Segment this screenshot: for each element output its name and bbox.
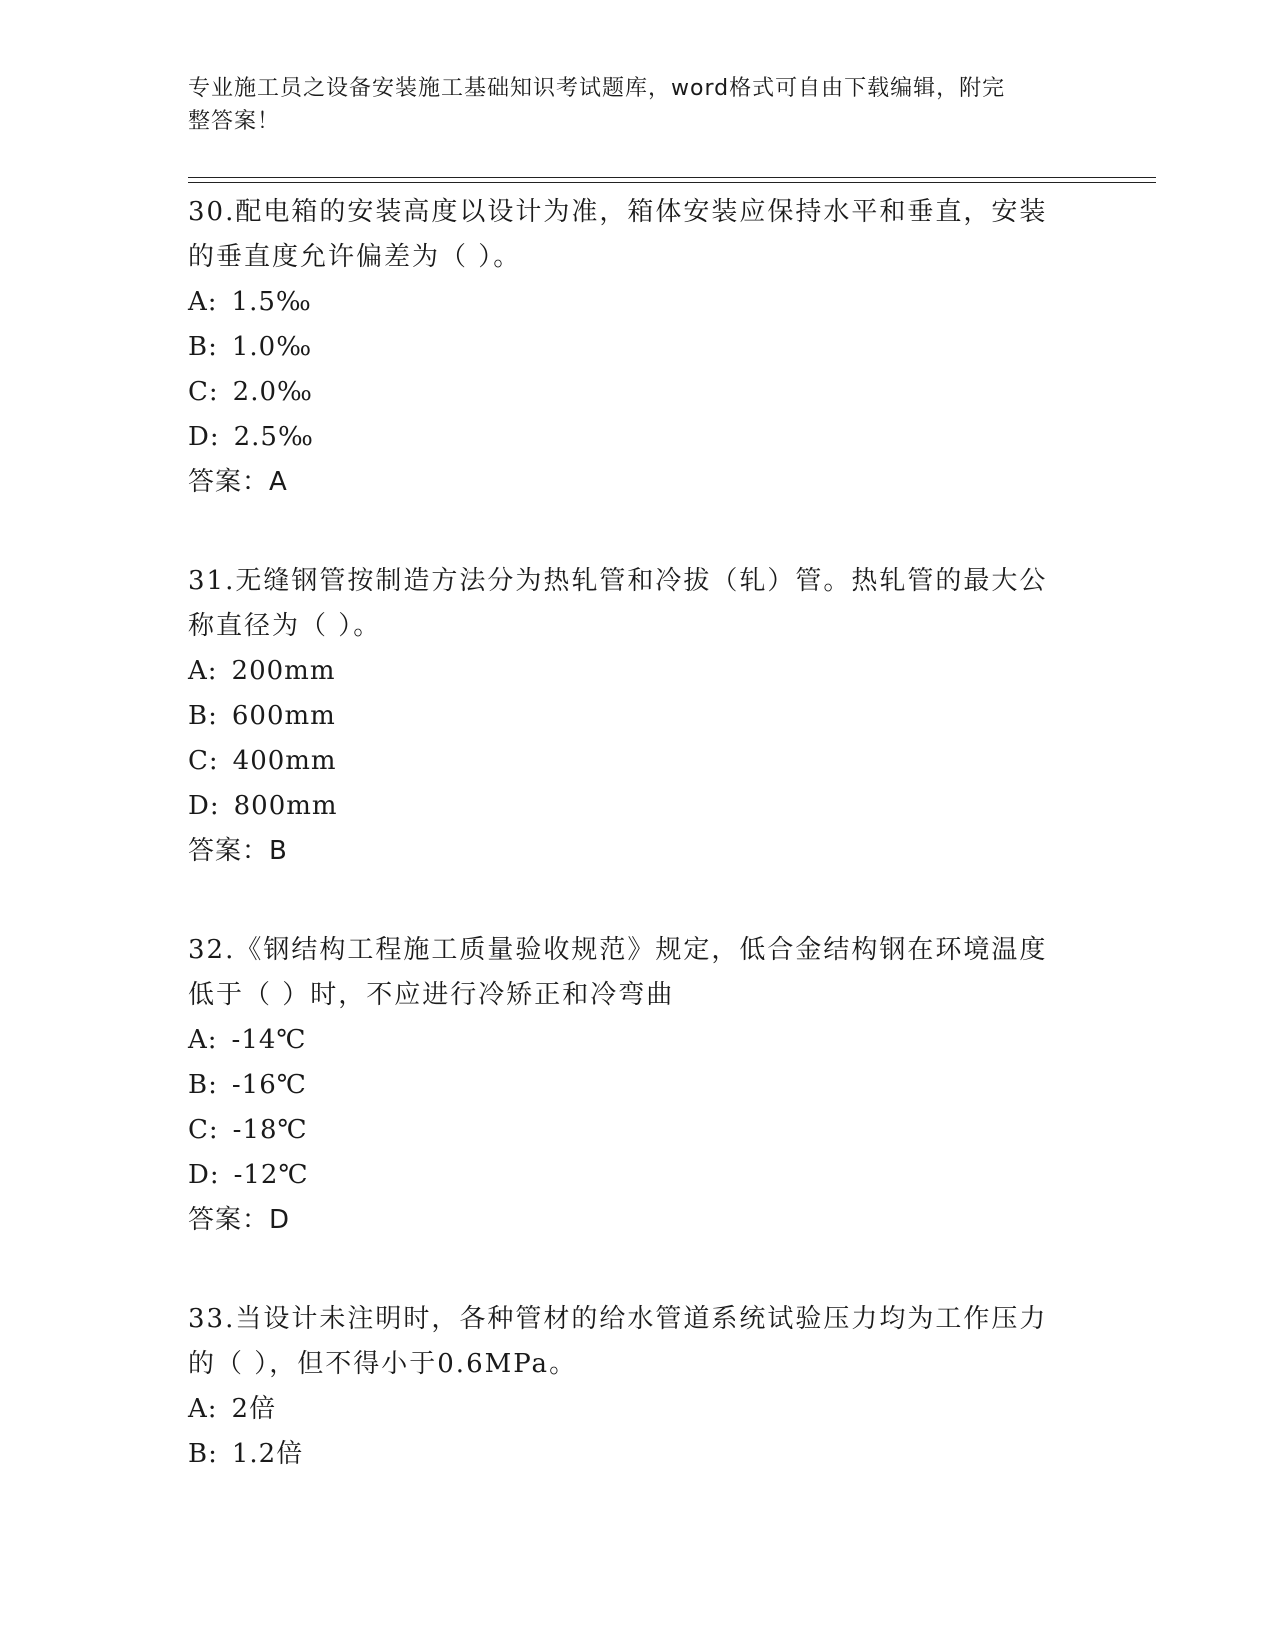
header-line-1: 专业施工员之设备安装施工基础知识考试题库，word格式可自由下载编辑，附完 (188, 76, 1006, 101)
option-text: 1.2倍 (231, 1439, 304, 1469)
option-letter: C: (188, 746, 219, 776)
option-d (188, 784, 1088, 829)
answer-line: 答案：B (188, 836, 288, 866)
option-text: 2.0‰ (232, 377, 313, 407)
option-letter: A: (188, 656, 218, 686)
question-list (188, 190, 1088, 1477)
option-letter: B: (188, 1439, 218, 1469)
header-divider-top (188, 177, 1156, 178)
option-c (188, 370, 1088, 415)
option-text: 800mm (233, 791, 338, 821)
option-text: 1.5‰ (231, 287, 312, 317)
option-letter: C: (188, 377, 219, 407)
question-32 (188, 928, 1088, 1243)
question-stem-line: 的垂直度允许偏差为（ ）。 (188, 242, 522, 272)
question-stem-line: 的（ ），但不得小于0.6MPa。 (188, 1349, 578, 1379)
option-letter: D: (188, 791, 220, 821)
option-d (188, 415, 1088, 460)
option-text: -12℃ (233, 1160, 309, 1190)
header-divider-bottom (188, 182, 1156, 183)
option-text: 1.0‰ (231, 332, 313, 362)
question-33 (188, 1297, 1088, 1477)
question-stem-line: 低于（ ）时，不应进行冷矫正和冷弯曲 (188, 980, 675, 1010)
question-31 (188, 559, 1088, 874)
option-a (188, 649, 1088, 694)
question-stem-line: 30.配电箱的安装高度以设计为准，箱体安装应保持水平和垂直，安装 (188, 197, 1048, 227)
option-d (188, 1153, 1088, 1198)
option-b (188, 694, 1088, 739)
option-text: -18℃ (232, 1115, 308, 1145)
option-text: -14℃ (231, 1025, 307, 1055)
header-line-2: 整答案！ (188, 109, 281, 134)
option-b (188, 325, 1088, 370)
question-30 (188, 190, 1088, 505)
option-letter: D: (188, 1160, 220, 1190)
option-text: 200mm (231, 656, 336, 686)
option-b (188, 1432, 1088, 1477)
option-c (188, 739, 1088, 784)
question-stem-line: 称直径为（ ）。 (188, 611, 382, 641)
option-a (188, 1387, 1088, 1432)
option-a (188, 280, 1088, 325)
answer-line: 答案：A (188, 467, 288, 497)
question-stem-line: 31.无缝钢管按制造方法分为热轧管和冷拔（轧）管。热轧管的最大公 (188, 566, 1048, 596)
option-text: -16℃ (231, 1070, 307, 1100)
option-letter: B: (188, 332, 218, 362)
option-b (188, 1063, 1088, 1108)
option-c (188, 1108, 1088, 1153)
answer-line: 答案：D (188, 1205, 291, 1235)
option-letter: A: (188, 1025, 218, 1055)
option-letter: A: (188, 287, 218, 317)
option-letter: A: (188, 1394, 218, 1424)
question-stem-line: 32.《钢结构工程施工质量验收规范》规定，低合金结构钢在环境温度 (188, 935, 1048, 965)
option-letter: C: (188, 1115, 219, 1145)
document-header (188, 72, 1068, 138)
option-text: 400mm (232, 746, 337, 776)
option-text: 2.5‰ (233, 422, 314, 452)
option-a (188, 1018, 1088, 1063)
option-letter: B: (188, 1070, 218, 1100)
option-text: 2倍 (231, 1394, 277, 1424)
question-stem-line: 33.当设计未注明时，各种管材的给水管道系统试验压力均为工作压力 (188, 1304, 1048, 1334)
option-text: 600mm (231, 701, 336, 731)
option-letter: D: (188, 422, 220, 452)
option-letter: B: (188, 701, 218, 731)
